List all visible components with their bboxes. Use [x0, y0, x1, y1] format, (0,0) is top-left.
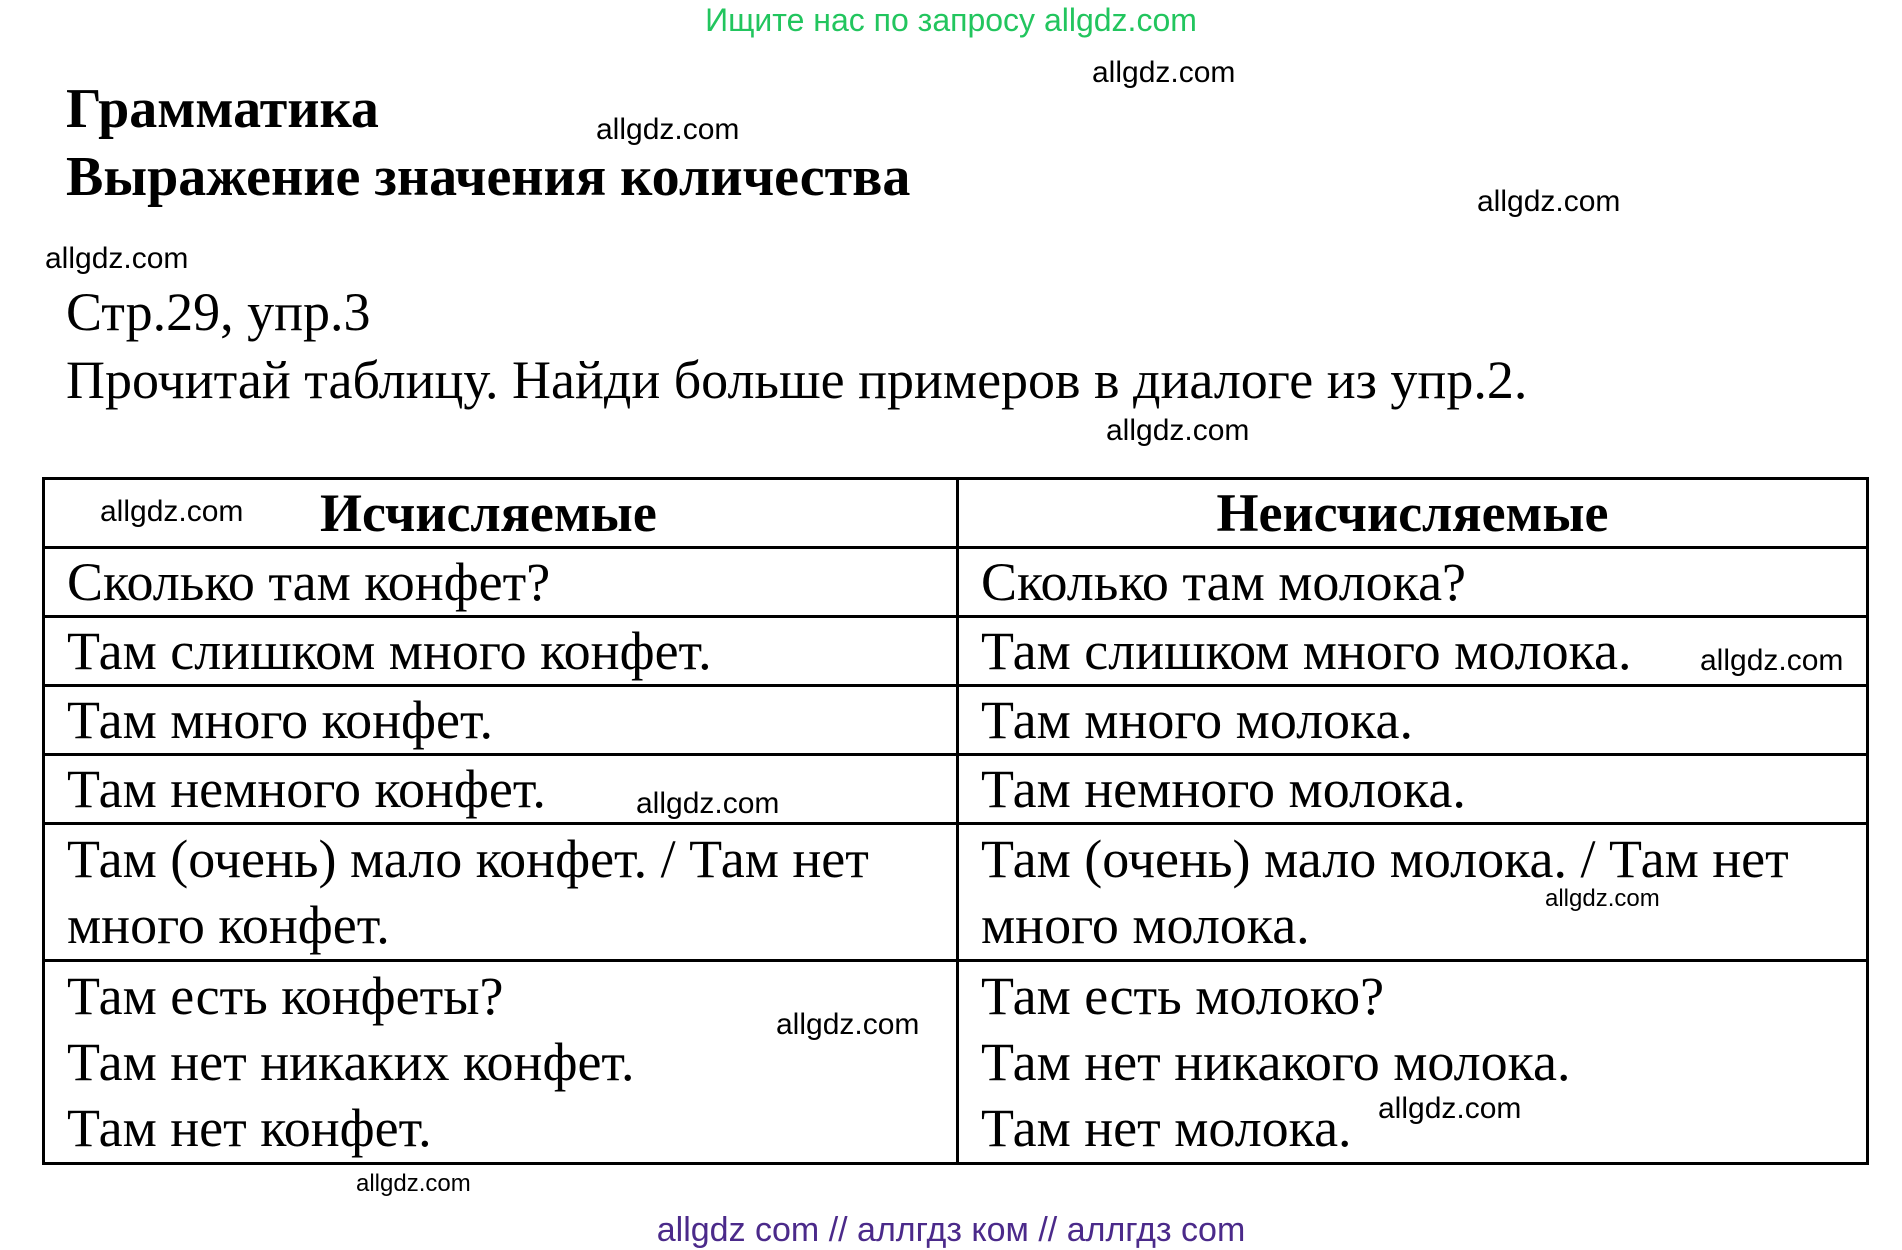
watermark: allgdz.com: [1700, 644, 1844, 677]
watermark: allgdz.com: [1545, 885, 1660, 912]
cell-uncountable: Там много молока.: [958, 686, 1868, 755]
cell-countable: Там слишком много конфет.: [44, 617, 958, 686]
watermark: allgdz.com: [1477, 185, 1621, 218]
cell-uncountable: Сколько там молока?: [958, 548, 1868, 617]
page-title: Грамматика: [66, 78, 379, 140]
cell-line: Там нет никаких конфет.: [67, 1032, 635, 1092]
cell-countable: Там много конфет.: [44, 686, 958, 755]
column-header-uncountable: Неисчисляемые: [958, 479, 1868, 548]
cell-line: Там есть молоко?: [981, 966, 1385, 1026]
cell-countable: Сколько там конфет?: [44, 548, 958, 617]
watermark: allgdz.com: [636, 787, 780, 820]
table-row: [44, 548, 1868, 617]
grammar-table: [42, 477, 1869, 1165]
watermark: allgdz.com: [356, 1170, 471, 1197]
exercise-reference: Стр.29, упр.3: [66, 282, 371, 342]
page-subtitle: Выражение значения количества: [66, 146, 911, 208]
top-banner: Ищите нас по запросу allgdz.com: [705, 2, 1197, 38]
cell-countable: Там немного конфет.: [44, 755, 958, 824]
cell-uncountable: Там (очень) мало молока. / Там нет много молока.: [958, 824, 1868, 961]
watermark: allgdz.com: [100, 495, 244, 528]
table-row: [44, 961, 1868, 1164]
watermark: allgdz.com: [1378, 1092, 1522, 1125]
footer-links: allgdz com // аллгдз ком // аллгдз com: [656, 1211, 1246, 1249]
cell-line: Там нет никакого молока.: [981, 1032, 1571, 1092]
cell-uncountable: Там слишком много молока.: [958, 617, 1868, 686]
watermark: allgdz.com: [1092, 56, 1236, 89]
cell-line: Там нет конфет.: [67, 1098, 432, 1158]
exercise-instruction: Прочитай таблицу. Найди больше примеров в диалоге из упр.2.: [66, 350, 1528, 410]
watermark: allgdz.com: [1106, 414, 1250, 447]
table-row: [44, 755, 1868, 824]
table-row: [44, 617, 1868, 686]
watermark: allgdz.com: [45, 242, 189, 275]
watermark: allgdz.com: [596, 113, 740, 146]
table-header-row: [44, 479, 1868, 548]
cell-line: Там есть конфеты?: [67, 966, 504, 1026]
cell-uncountable: Там немного молока.: [958, 755, 1868, 824]
watermark: allgdz.com: [776, 1008, 920, 1041]
cell-line: Там нет молока.: [981, 1098, 1352, 1158]
table-row: [44, 686, 1868, 755]
cell-uncountable: [958, 961, 1868, 1164]
cell-countable: Там (очень) мало конфет. / Там нет много конфет.: [44, 824, 958, 961]
cell-countable: [44, 961, 958, 1164]
column-header-countable: Исчисляемые: [44, 479, 958, 548]
